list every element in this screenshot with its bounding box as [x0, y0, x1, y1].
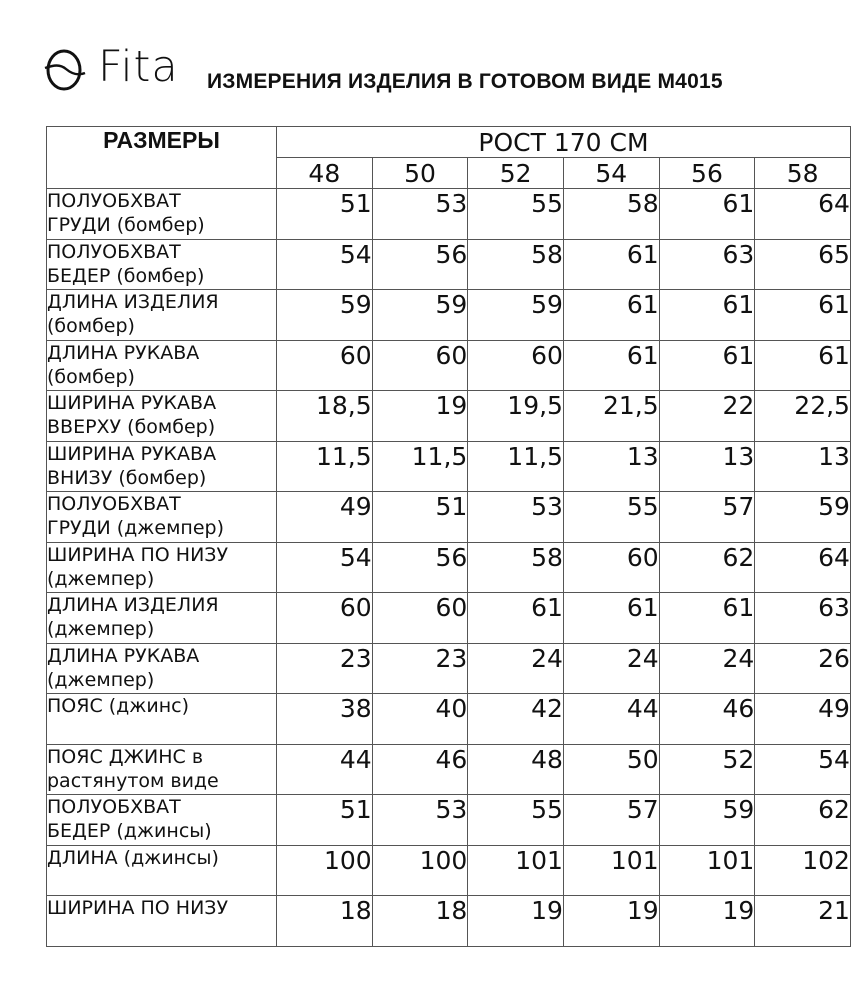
size-header-56: 56	[659, 158, 755, 189]
measurement-value: 61	[755, 340, 851, 391]
measurement-label	[47, 391, 277, 442]
measurement-label	[47, 845, 277, 896]
measurement-value: 13	[563, 441, 659, 492]
measurement-value: 53	[372, 795, 468, 846]
measurement-value: 56	[372, 239, 468, 290]
measurement-label	[47, 593, 277, 644]
size-header-58: 58	[755, 158, 851, 189]
measurement-label-line: (бомбер)	[47, 365, 135, 388]
measurement-value: 58	[563, 189, 659, 240]
table-row	[47, 542, 851, 593]
measurement-value: 18	[277, 896, 373, 947]
measurement-label	[47, 694, 277, 745]
measurement-value: 62	[659, 542, 755, 593]
measurement-value: 42	[468, 694, 564, 745]
table-row	[47, 643, 851, 694]
measurement-label	[47, 340, 277, 391]
measurement-label-line: БЕДЕР (бомбер)	[47, 264, 205, 287]
table-row	[47, 593, 851, 644]
measurement-value: 19	[659, 896, 755, 947]
measurement-value: 56	[372, 542, 468, 593]
measurement-value: 61	[659, 340, 755, 391]
measurement-value: 26	[755, 643, 851, 694]
measurement-value: 60	[372, 593, 468, 644]
measurement-label	[47, 896, 277, 947]
measurement-value: 61	[755, 290, 851, 341]
table-row	[47, 896, 851, 947]
measurement-value: 51	[277, 795, 373, 846]
table-row	[47, 239, 851, 290]
height-header: РОСТ 170 СМ	[277, 127, 851, 158]
measurement-label-line: ШИРИНА РУКАВА	[47, 392, 217, 414]
measurement-label-line: ВВЕРХУ (бомбер)	[47, 416, 216, 438]
measurement-label-line: ДЛИНА ИЗДЕЛИЯ	[47, 594, 219, 616]
measurement-label-line: ШИРИНА ПО НИЗУ	[47, 543, 229, 566]
measurement-value: 61	[659, 290, 755, 341]
measurement-value: 48	[468, 744, 564, 795]
measurement-value: 60	[372, 340, 468, 391]
measurement-value: 19	[468, 896, 564, 947]
measurement-value: 60	[563, 542, 659, 593]
measurement-value: 62	[755, 795, 851, 846]
measurement-value: 61	[563, 290, 659, 341]
measurement-value: 100	[372, 845, 468, 896]
measurement-value: 24	[659, 643, 755, 694]
measurement-value: 55	[563, 492, 659, 543]
measurement-label-line: ШИРИНА ПО НИЗУ	[47, 897, 229, 919]
table-row	[47, 694, 851, 745]
measurement-value: 13	[755, 441, 851, 492]
measurement-value: 101	[563, 845, 659, 896]
measurement-value: 58	[468, 542, 564, 593]
sizes-header: РАЗМЕРЫ	[47, 127, 277, 189]
measurement-value: 53	[468, 492, 564, 543]
measurement-value: 61	[659, 189, 755, 240]
size-header-50: 50	[372, 158, 468, 189]
measurement-label-line: БЕДЕР (джинсы)	[47, 820, 212, 842]
measurement-value: 54	[755, 744, 851, 795]
measurement-value: 102	[755, 845, 851, 896]
measurement-value: 60	[277, 593, 373, 644]
size-header-52: 52	[468, 158, 564, 189]
table-row	[47, 845, 851, 896]
measurement-value: 46	[659, 694, 755, 745]
measurement-value: 19	[563, 896, 659, 947]
fita-emblem-icon	[44, 48, 86, 92]
measurement-label	[47, 189, 277, 240]
measurement-value: 23	[372, 643, 468, 694]
measurement-value: 64	[755, 542, 851, 593]
measurement-label-line: (джемпер)	[47, 618, 155, 640]
size-header-48: 48	[277, 158, 373, 189]
table-row	[47, 441, 851, 492]
measurement-value: 11,5	[468, 441, 564, 492]
measurement-label-line: ПОЯС (джинс)	[47, 695, 190, 717]
measurement-value: 11,5	[277, 441, 373, 492]
measurement-value: 18	[372, 896, 468, 947]
measurement-value: 52	[659, 744, 755, 795]
measurement-label-line: ПОЛУОБХВАТ	[47, 796, 181, 818]
measurement-value: 58	[468, 239, 564, 290]
measurement-label-line: ПОЛУОБХВАТ	[47, 493, 181, 515]
measurement-label	[47, 290, 277, 341]
table-row	[47, 744, 851, 795]
measurement-label	[47, 441, 277, 492]
measurement-value: 19	[372, 391, 468, 442]
measurement-label	[47, 239, 277, 290]
measurement-label-line: ДЛИНА РУКАВА	[47, 341, 200, 364]
measurement-label	[47, 795, 277, 846]
measurement-value: 13	[659, 441, 755, 492]
measurement-value: 59	[468, 290, 564, 341]
measurement-label-line: растянутом виде	[47, 769, 219, 792]
measurement-label-line: (джемпер)	[47, 567, 155, 590]
measurement-label-line: (бомбер)	[47, 315, 135, 337]
measurement-value: 63	[755, 593, 851, 644]
measurement-value: 24	[468, 643, 564, 694]
measurement-value: 61	[563, 593, 659, 644]
measurement-value: 44	[563, 694, 659, 745]
measurement-value: 59	[277, 290, 373, 341]
measurement-label-line: ГРУДИ (джемпер)	[47, 517, 224, 539]
measurement-label-line: ДЛИНА РУКАВА	[47, 644, 200, 667]
measurement-value: 18,5	[277, 391, 373, 442]
measurement-value: 50	[563, 744, 659, 795]
page-title: ИЗМЕРЕНИЯ ИЗДЕЛИЯ В ГОТОВОМ ВИДЕ М4015	[207, 70, 723, 93]
table-row	[47, 492, 851, 543]
measurement-value: 55	[468, 795, 564, 846]
measurement-value: 46	[372, 744, 468, 795]
measurement-value: 22,5	[755, 391, 851, 442]
measurement-label-line: ВНИЗУ (бомбер)	[47, 466, 207, 489]
size-chart-table	[46, 126, 851, 947]
measurement-label-line: ПОЯС ДЖИНС в	[47, 745, 204, 768]
table-row	[47, 391, 851, 442]
measurement-value: 59	[659, 795, 755, 846]
measurement-label	[47, 542, 277, 593]
measurement-value: 22	[659, 391, 755, 442]
measurement-value: 24	[563, 643, 659, 694]
brand-logo	[44, 42, 194, 96]
measurement-value: 57	[659, 492, 755, 543]
table-row	[47, 795, 851, 846]
measurement-value: 51	[277, 189, 373, 240]
table-row	[47, 189, 851, 240]
measurement-value: 49	[755, 694, 851, 745]
measurement-value: 21	[755, 896, 851, 947]
measurement-label	[47, 744, 277, 795]
measurement-value: 60	[277, 340, 373, 391]
measurement-value: 38	[277, 694, 373, 745]
measurement-value: 59	[755, 492, 851, 543]
measurement-value: 63	[659, 239, 755, 290]
measurement-value: 101	[468, 845, 564, 896]
measurement-value: 11,5	[372, 441, 468, 492]
measurement-value: 53	[372, 189, 468, 240]
measurement-value: 65	[755, 239, 851, 290]
logo-text: Fita	[98, 42, 179, 92]
measurement-label-line: ПОЛУОБХВАТ	[47, 240, 181, 263]
measurement-value: 23	[277, 643, 373, 694]
measurement-value: 54	[277, 542, 373, 593]
measurement-value: 40	[372, 694, 468, 745]
measurement-value: 100	[277, 845, 373, 896]
measurement-value: 101	[659, 845, 755, 896]
measurement-label-line: (джемпер)	[47, 668, 155, 691]
measurement-value: 19,5	[468, 391, 564, 442]
measurement-label-line: ГРУДИ (бомбер)	[47, 214, 205, 236]
measurement-value: 61	[563, 239, 659, 290]
measurement-value: 61	[659, 593, 755, 644]
measurement-value: 51	[372, 492, 468, 543]
measurement-label-line: ШИРИНА РУКАВА	[47, 442, 217, 465]
measurement-value: 54	[277, 239, 373, 290]
measurement-value: 21,5	[563, 391, 659, 442]
measurement-label-line: ДЛИНА ИЗДЕЛИЯ	[47, 291, 219, 313]
measurement-value: 44	[277, 744, 373, 795]
measurement-value: 64	[755, 189, 851, 240]
table-row	[47, 290, 851, 341]
measurement-value: 61	[468, 593, 564, 644]
measurement-value: 59	[372, 290, 468, 341]
measurement-label-line: ДЛИНА (джинсы)	[47, 846, 219, 869]
table-row	[47, 340, 851, 391]
measurement-label	[47, 492, 277, 543]
size-header-54: 54	[563, 158, 659, 189]
measurement-label	[47, 643, 277, 694]
measurement-value: 55	[468, 189, 564, 240]
measurement-value: 57	[563, 795, 659, 846]
measurement-value: 60	[468, 340, 564, 391]
measurement-value: 61	[563, 340, 659, 391]
measurement-label-line: ПОЛУОБХВАТ	[47, 190, 181, 212]
measurement-value: 49	[277, 492, 373, 543]
